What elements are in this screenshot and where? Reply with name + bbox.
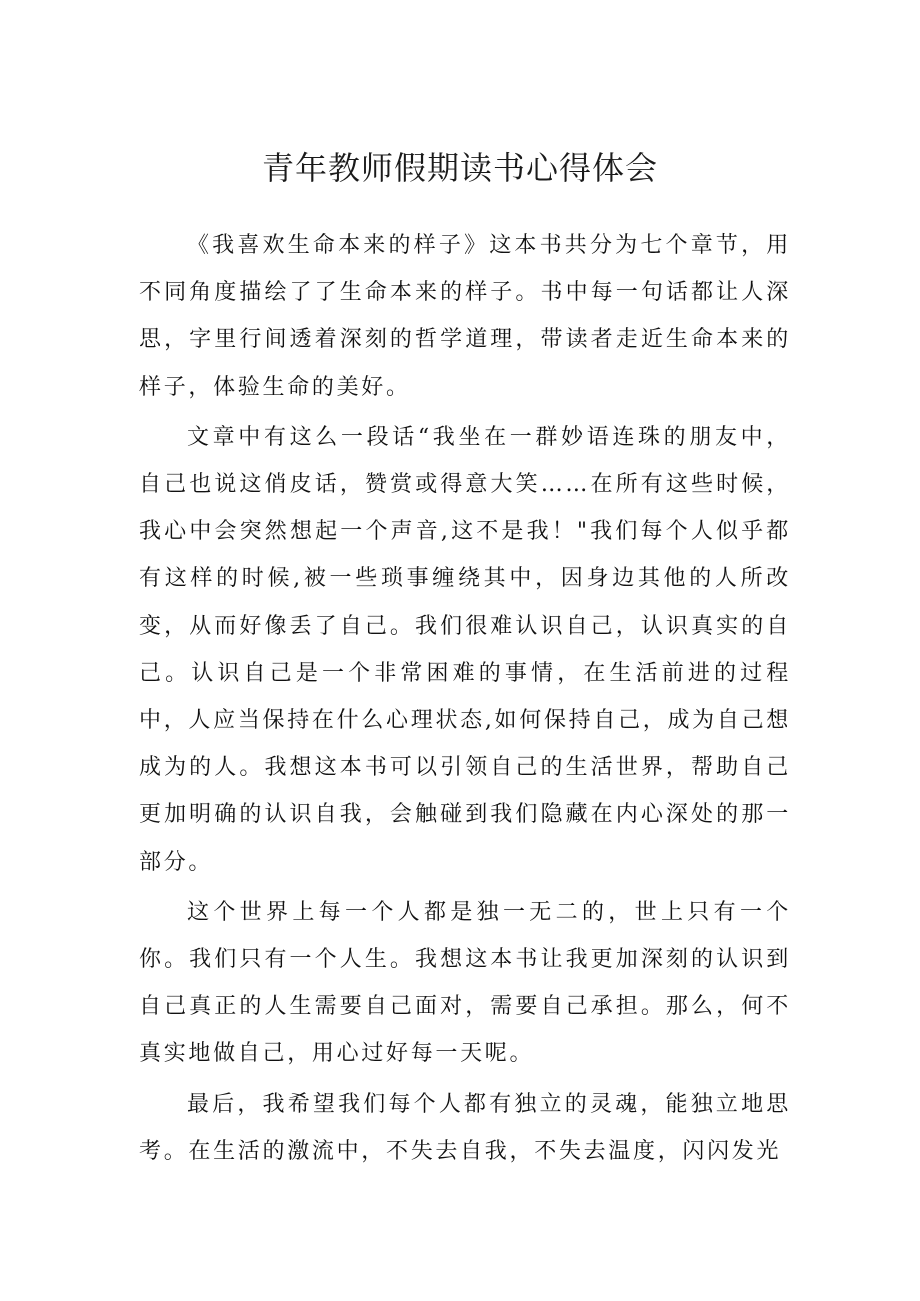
paragraph-quote: 文章中有这么一段话“我坐在一群妙语连珠的朋友中，自己也说这俏皮话，赞赏或得意大笑……在所有这些时候，我心中会突然想起一个声音,这不是我！"我们每个人似乎都有这样的时候,被一些琐事缠绕其中，因身边其他的人所改变，从而好像丢了自己。我们很难认识自己，认识真实的自己。认识自己是一个非常困难的事情，在生活前进的过程中，人应当保持在什么心理状态,如何保持自己，成为自己想成为的人。我想这本书可以引领自己的生活世界，帮助自己更加明确的认识自我，会触碰到我们隐藏在内心深处的那一部分。: [139, 424, 791, 875]
document-body: [139, 222, 791, 1175]
paragraph-intro: 《我喜欢生命本来的样子》这本书共分为七个章节，用不同角度描绘了了生命本来的样子。书中每一句话都让人深思，字里行间透着深刻的哲学道理，带读者走近生命本来的样子，体验生命的美好。: [139, 233, 791, 400]
paragraph-conclusion: 最后，我希望我们每个人都有独立的灵魂，能独立地思考。在生活的激流中，不失去自我，不失去温度，闪闪发光: [139, 1091, 791, 1164]
paragraph-unique-self: 这个世界上每一个人都是独一无二的，世上只有一个你。我们只有一个人生。我想这本书让我更加深刻的认识到自己真正的人生需要自己面对，需要自己承担。那么，何不真实地做自己，用心过好每一天呢。: [139, 899, 791, 1067]
document-title: 青年教师假期读书心得体会: [261, 149, 658, 187]
